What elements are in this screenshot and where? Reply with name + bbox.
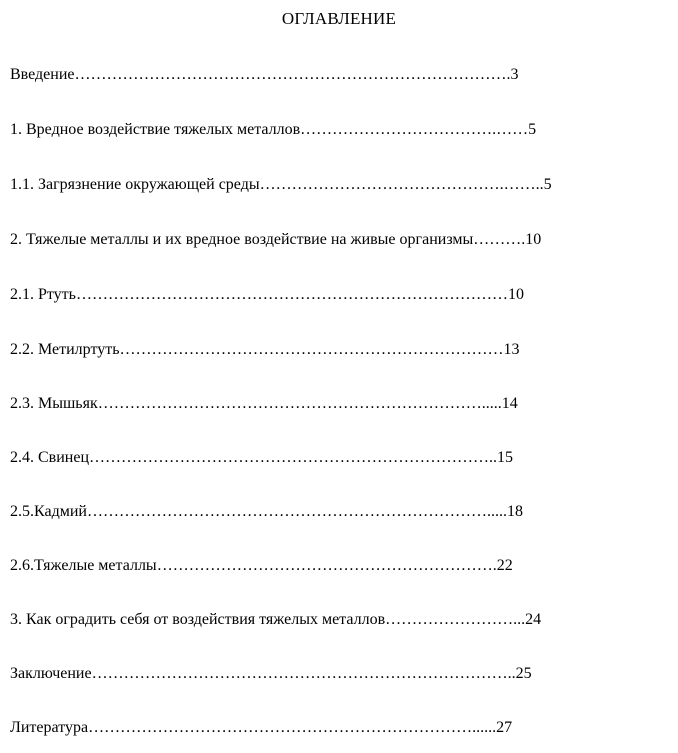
toc-entry-text: 2.3. Мышьяк <box>10 395 98 412</box>
toc-entry-section-2-4 <box>10 447 513 469</box>
toc-entry-text: 2.6.Тяжелые металлы <box>10 557 157 574</box>
toc-entry-text: Литература <box>10 719 89 736</box>
page-title: ОГЛАВЛЕНИЕ <box>281 9 397 28</box>
toc-leader-dots: ……………………………….……5 <box>300 121 537 138</box>
toc-entry-text: 2.5.Кадмий <box>10 503 87 520</box>
toc-leader-dots: ……………………………………………………………… <box>119 341 504 358</box>
toc-page-number: 22 <box>496 557 513 574</box>
toc-entry-text: 2.1. Ртуть <box>10 286 76 303</box>
toc-entry-conclusion <box>10 663 532 685</box>
toc-leader-dots: ……………………………………………………………………….3 <box>74 66 519 83</box>
toc-page-number: 14 <box>501 395 518 412</box>
toc-leader-dots: …………………………………………………………………..... <box>86 503 507 520</box>
toc-page-number: 15 <box>497 449 514 466</box>
toc-page-number: 24 <box>525 611 542 628</box>
toc-leader-dots: ………………………………………………………………….. <box>89 449 498 466</box>
toc-page-number: 27 <box>496 719 513 736</box>
toc-entry-text: 2.2. Метилртуть <box>10 341 120 358</box>
toc-entry-section-1 <box>10 119 536 141</box>
toc-entry-section-2-6 <box>10 555 513 577</box>
toc-entry-text: 1. Вредное воздействие тяжелых металлов <box>10 121 301 138</box>
toc-page-number: 25 <box>515 665 532 682</box>
toc-leader-dots: ………………………………………………………. <box>156 557 497 574</box>
toc-entry-section-1-1 <box>10 174 552 196</box>
toc-leader-dots: ………………………………………………………………..... <box>97 395 502 412</box>
toc-entry-text: 2.4. Свинец <box>10 449 90 466</box>
toc-leader-dots: ……………………... <box>385 611 526 628</box>
toc-entry-section-2-1 <box>10 284 524 306</box>
toc-page-number: 10 <box>525 231 542 248</box>
toc-entry-section-3 <box>10 609 541 631</box>
toc-leader-dots: ……………………………………………………………………… <box>75 286 508 303</box>
toc-entry-text: Введение <box>10 66 75 83</box>
toc-entry-section-2-3 <box>10 393 518 415</box>
toc-entry-text: 3. Как оградить себя от воздействия тяжелых металлов <box>10 611 386 628</box>
toc-leader-dots: ………………………………………………………………...... <box>88 719 497 736</box>
toc-entry-text: 1.1. Загрязнение окружающей среды <box>10 176 260 193</box>
toc-leader-dots: ………. <box>473 231 526 248</box>
toc-entry-section-2-2 <box>10 339 520 361</box>
toc-entry-section-2 <box>10 229 541 251</box>
toc-page-number: 13 <box>503 341 520 358</box>
toc-entry-text: Заключение <box>10 665 92 682</box>
toc-leader-dots: …………………………………………………………………….. <box>91 665 516 682</box>
toc-entry-literature <box>10 717 512 739</box>
toc-entry-text: 2. Тяжелые металлы и их вредное воздействие на живые организмы <box>10 231 474 248</box>
toc-leader-dots: ……………………………………….……..5 <box>259 176 552 193</box>
toc-entry-section-2-5 <box>10 501 523 523</box>
toc-entry-introduction <box>10 64 519 86</box>
toc-page-number: 10 <box>507 286 524 303</box>
toc-page-number: 18 <box>506 503 523 520</box>
